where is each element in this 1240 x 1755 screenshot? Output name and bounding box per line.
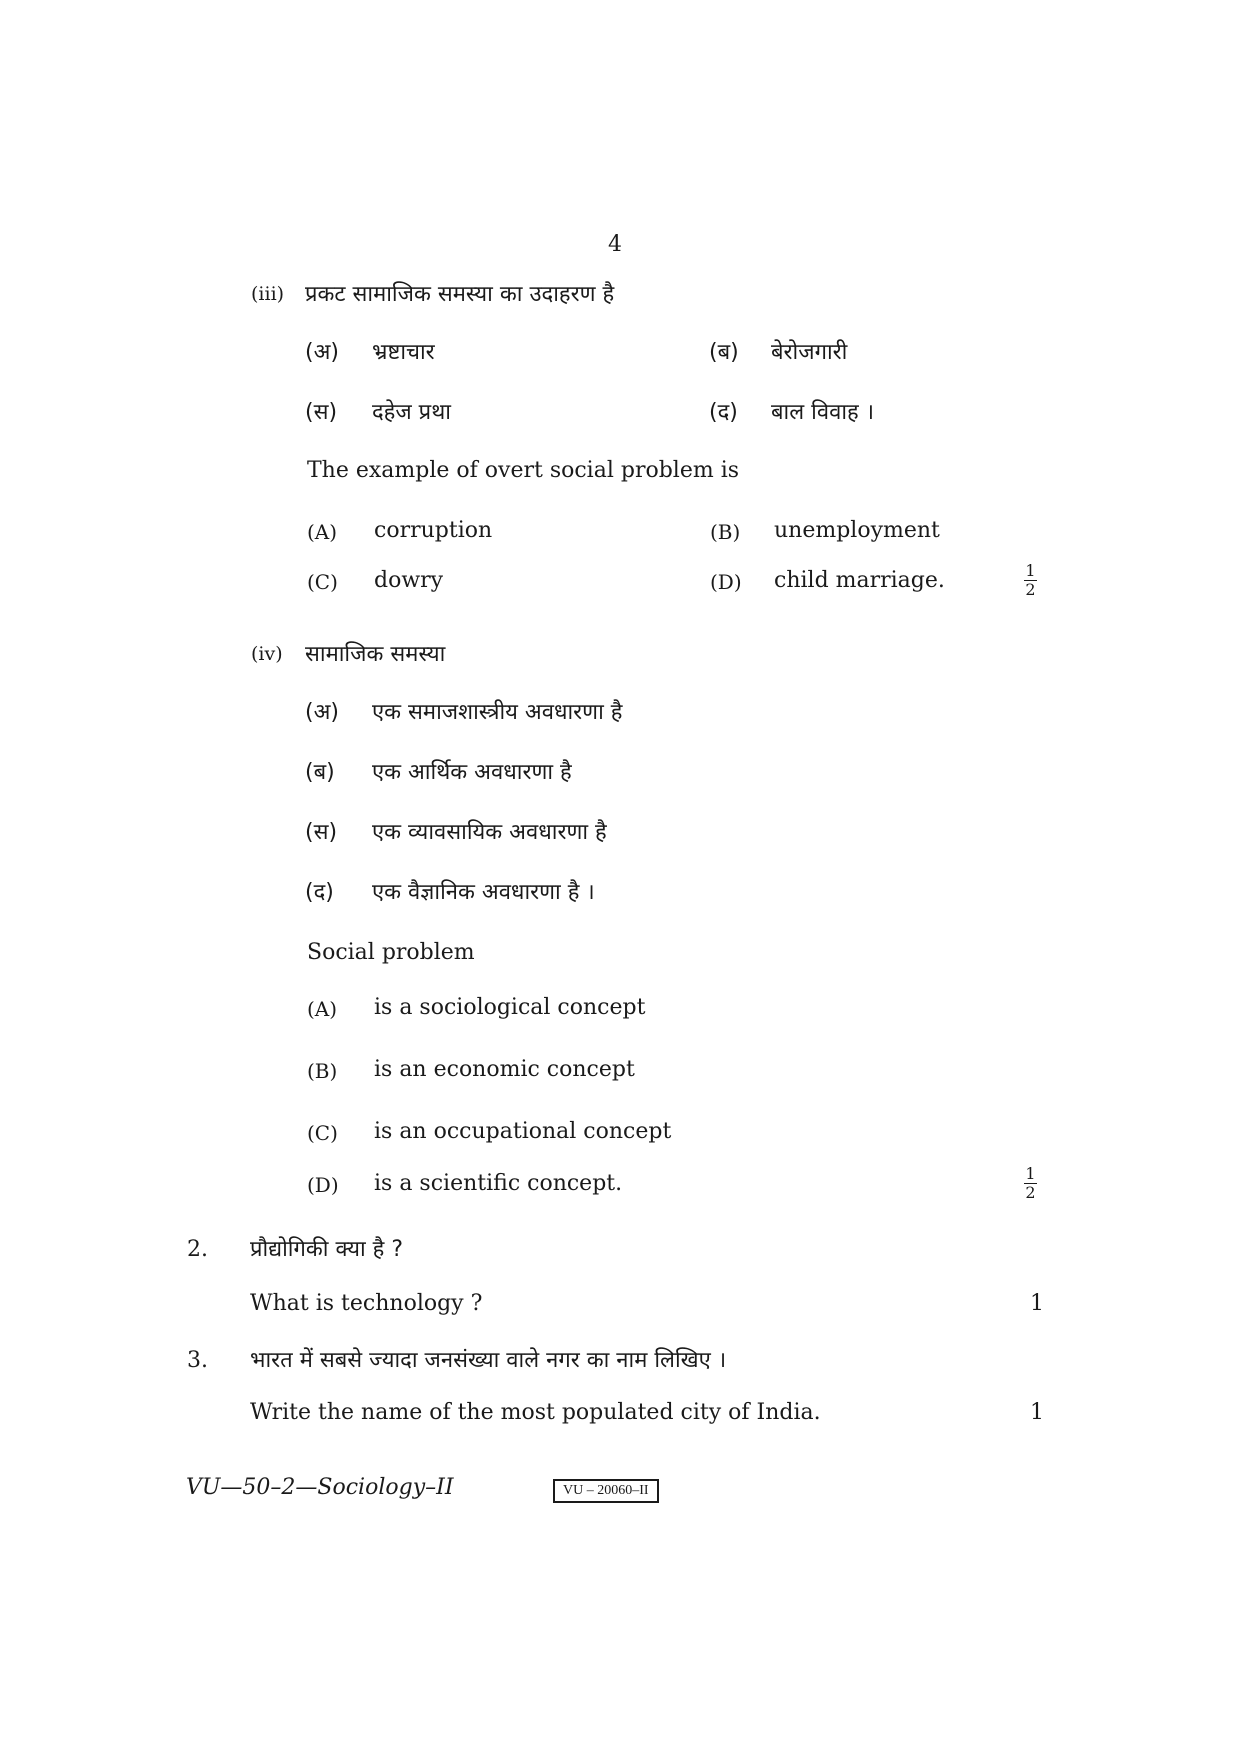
marks: 1 [1030, 1400, 1044, 1425]
marks: 1 [1030, 1291, 1044, 1316]
question-text-english: What is technology ? [250, 1291, 483, 1316]
option-label: (C) [307, 570, 338, 594]
marks-numerator: 1 [1025, 1164, 1036, 1183]
option-label: (अ) [305, 700, 339, 725]
option-label: (B) [710, 520, 741, 544]
option-label: (ब) [709, 340, 739, 365]
question-text-hindi: भारत में सबसे ज्यादा जनसंख्या वाले नगर का नाम लिखिए । [250, 1348, 727, 1373]
option-label: (B) [307, 1059, 338, 1083]
option-label: (द) [709, 400, 738, 425]
option-label: (D) [307, 1173, 339, 1197]
option-text: child marriage. [774, 568, 945, 593]
option-text: एक व्यावसायिक अवधारणा है [372, 820, 607, 845]
option-text: एक समाजशास्त्रीय अवधारणा है [372, 700, 623, 725]
marks-denominator: 2 [1025, 580, 1036, 599]
option-text: एक वैज्ञानिक अवधारणा है । [372, 880, 595, 905]
option-label: (स) [305, 400, 338, 425]
question-text-english: The example of overt social problem is [307, 458, 740, 483]
marks-denominator: 2 [1025, 1183, 1036, 1202]
option-label: (D) [710, 570, 742, 594]
question-number: 3. [187, 1348, 208, 1373]
option-text: बेरोजगारी [771, 340, 848, 365]
footer-code-box: VU – 20060–II [553, 1479, 659, 1503]
option-label: (C) [307, 1121, 338, 1145]
option-text: is a scientific concept. [374, 1171, 623, 1196]
option-label: (A) [307, 997, 338, 1021]
option-label: (अ) [305, 340, 339, 365]
marks-fraction [1024, 1165, 1037, 1202]
question-number: (iii) [251, 283, 285, 305]
option-label: (A) [307, 520, 338, 544]
marks-fraction [1024, 562, 1037, 599]
option-text: बाल विवाह । [771, 400, 875, 425]
question-text-hindi: प्रकट सामाजिक समस्या का उदाहरण है [305, 282, 615, 307]
marks-numerator: 1 [1025, 561, 1036, 580]
option-text: corruption [374, 518, 493, 543]
question-text-hindi: सामाजिक समस्या [305, 642, 446, 667]
question-text-english: Social problem [307, 940, 475, 965]
option-text: is an economic concept [374, 1057, 635, 1082]
question-number: 2. [187, 1237, 208, 1262]
option-text: एक आर्थिक अवधारणा है [372, 760, 572, 785]
option-label: (स) [305, 820, 338, 845]
question-number: (iv) [251, 643, 283, 665]
question-text-hindi: प्रौद्योगिकी क्या है ? [250, 1237, 404, 1262]
option-text: भ्रष्टाचार [372, 340, 435, 365]
option-text: दहेज प्रथा [372, 400, 451, 425]
option-text: is a sociological concept [374, 995, 646, 1020]
footer-title: VU—50–2—Sociology–II [186, 1475, 454, 1500]
page-number: 4 [608, 232, 622, 257]
option-label: (ब) [305, 760, 335, 785]
option-label: (द) [305, 880, 334, 905]
option-text: unemployment [774, 518, 940, 543]
question-text-english: Write the name of the most populated city of India. [250, 1400, 821, 1425]
option-text: is an occupational concept [374, 1119, 672, 1144]
option-text: dowry [374, 568, 444, 593]
